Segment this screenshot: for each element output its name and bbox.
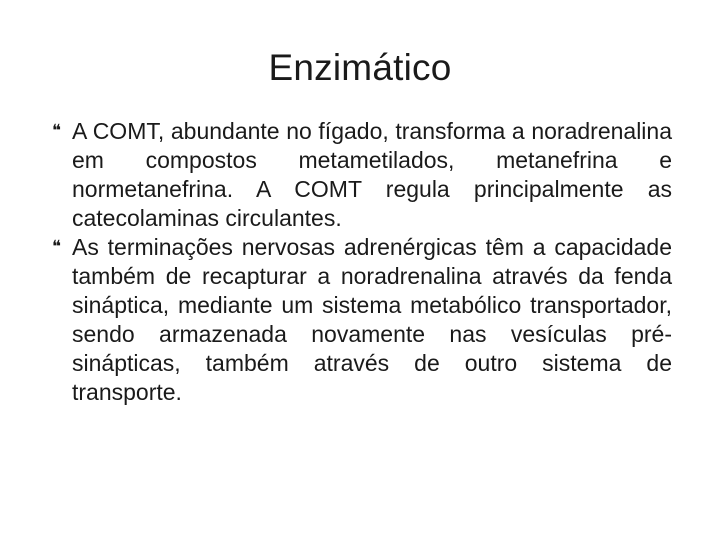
arrow-bullet-icon: ❝: [52, 237, 62, 257]
bullet-item: [48, 117, 672, 233]
arrow-bullet-icon: ❝: [52, 121, 62, 141]
bullet-text: As terminações nervosas adrenérgicas têm a capacidade também de recapturar a noradrenalina através da fenda sináptica, mediante um sistema metabólico transportador, sendo armazenada novamente nas vesículas pré-sinápticas, também através de outro sistema de transporte.: [72, 234, 672, 405]
slide-title: Enzimático: [268, 47, 452, 88]
bullet-item: [48, 233, 672, 407]
bullet-text: A COMT, abundante no fígado, transforma a noradrenalina em compostos metametilados, metanefrina e normetanefrina. A COMT regula principalmente as catecolaminas circulantes.: [72, 118, 672, 231]
bullet-list: [48, 117, 672, 407]
